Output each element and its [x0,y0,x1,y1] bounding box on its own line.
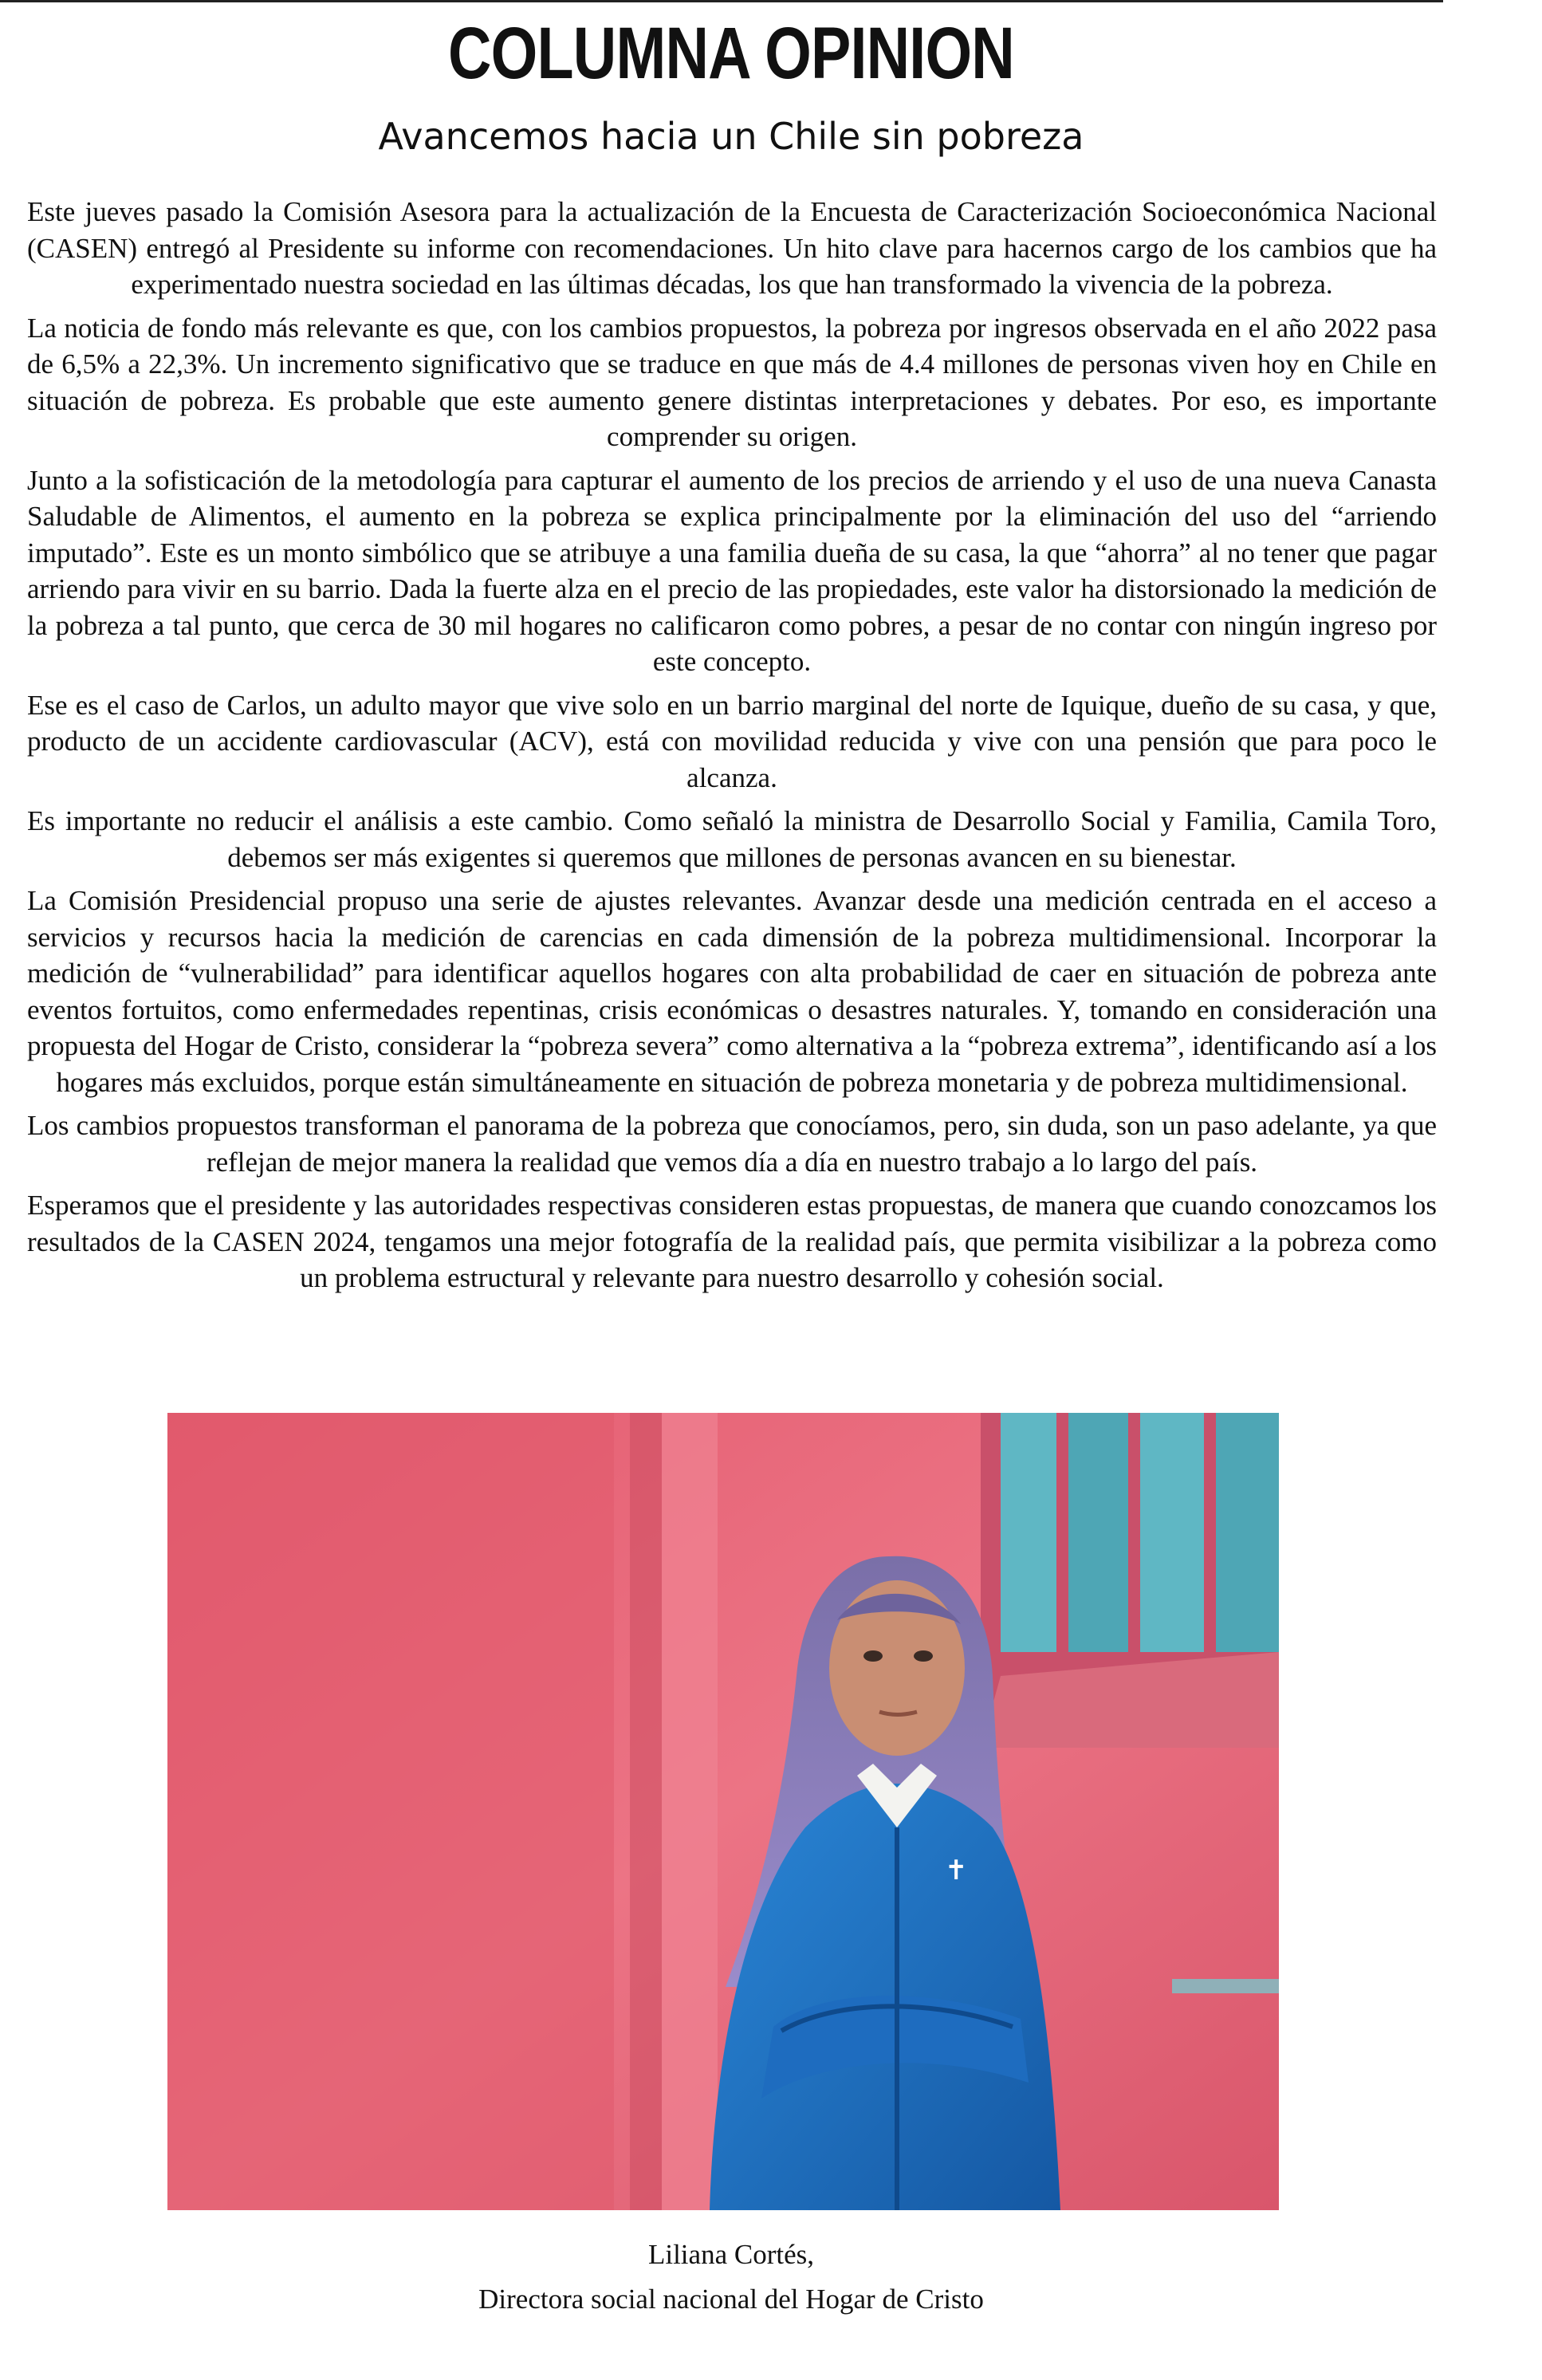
portrait-illustration [167,1413,1279,2210]
portrait-photo [167,1413,1279,2210]
paragraph-6: La Comisión Presidencial propuso una serie de ajustes relevantes. Avanzar desde una medición centrada en el acceso a servicios y recursos hacia la medición de carencias en cada dimensión de la pobreza multidimensional. Incorporar la medición de “vulnerabilidad” para identificar aquellos hogares con alta probabilidad de caer en situación de pobreza ante eventos fortuitos, como enfermedades repentinas, crisis económicas o desastres naturales. Y, tomando en consideración una propuesta del Hogar de Cristo, considerar la “pobreza severa” como alternativa a la “pobreza extrema”, identificando así a los hogares más excluidos, porque están simultáneamente en situación de pobreza monetaria y de pobreza multidimensional. [27,885,1437,1098]
section-heading: COLUMNA OPINION [448,13,1014,94]
top-rule [0,0,1443,2]
photo-caption [0,2232,1462,2322]
paragraph-8: Esperamos que el presidente y las autoridades respectivas consideren estas propuestas, de manera que cuando conozcamos los resultados de la CASEN 2024, tengamos una mejor fotografía de la realidad país, que permita visibilizar a la pobreza como un problema estructural y relevante para nuestro desarrollo y cohesión social. [27,1190,1437,1293]
paragraph-7: Los cambios propuestos transforman el panorama de la pobreza que conocíamos, pero, sin duda, son un paso adelante, ya que reflejan de mejor manera la realidad que vemos día a día en nuestro trabajo a lo largo del país. [27,1110,1437,1178]
window [981,1413,1279,1748]
paragraph-3: Junto a la sofisticación de la metodología para capturar el aumento de los precios de arriendo y el uso de una nueva Canasta Saludable de Alimentos, el aumento en la pobreza se explica principalmente por la eliminación del uso del “arriendo imputado”. Este es un monto simbólico que se atribuye a una familia dueña de su casa, la que “ahorra” al no tener que pagar arriendo para vivir en su barrio. Dada la fuerte alza en el precio de las propiedades, este valor ha distorsionado la medición de la pobreza a tal punto, que cerca de 30 mil hogares no calificaron como pobres, a pesar de no contar con ningún ingreso por este concepto. [27,464,1437,677]
wall-pipe [1172,1979,1279,1993]
paragraph-5: Es importante no reducir el análisis a este cambio. Como señaló la ministra de Desarrollo Social y Familia, Camila Toro, debemos ser más exigentes si queremos que millones de personas avancen en su bienestar. [27,805,1437,873]
wall-pillar [662,1413,718,2210]
article-body [27,194,1437,1304]
paragraph-4: Ese es el caso de Carlos, un adulto mayor que vive solo en un barrio marginal del norte de Iquique, dueño de su casa, y que, producto de un accidente cardiovascular (ACV), está con movilidad reducida y vive con una pensión que para poco le alcanza. [27,689,1437,793]
author-name: Liliana Cortés, [647,2239,814,2270]
paragraph-2: La noticia de fondo más relevante es que, con los cambios propuestos, la pobreza por ingresos observada en el año 2022 pasa de 6,5% a 22,3%. Un incremento significativo que se traduce en que más de 4.4 millones de personas viven hoy en Chile en situación de pobreza. Es probable que este aumento genere distintas interpretaciones y debates. Por eso, es importante comprender su origen. [27,312,1437,452]
paragraph-1: Este jueves pasado la Comisión Asesora para la actualización de la Encuesta de Caracterización Socioeconómica Nacional (CASEN) entregó al Presidente su informe con recomendaciones. Un hito clave para hacernos cargo de los cambios que ha experimentado nuestra sociedad en las últimas décadas, los que han transformado la vivencia de la pobreza. [27,196,1437,300]
svg-text:✝: ✝ [945,1855,968,1886]
author-role: Directora social nacional del Hogar de Cristo [478,2284,984,2315]
article-title: Avancemos hacia un Chile sin pobreza [378,115,1084,158]
